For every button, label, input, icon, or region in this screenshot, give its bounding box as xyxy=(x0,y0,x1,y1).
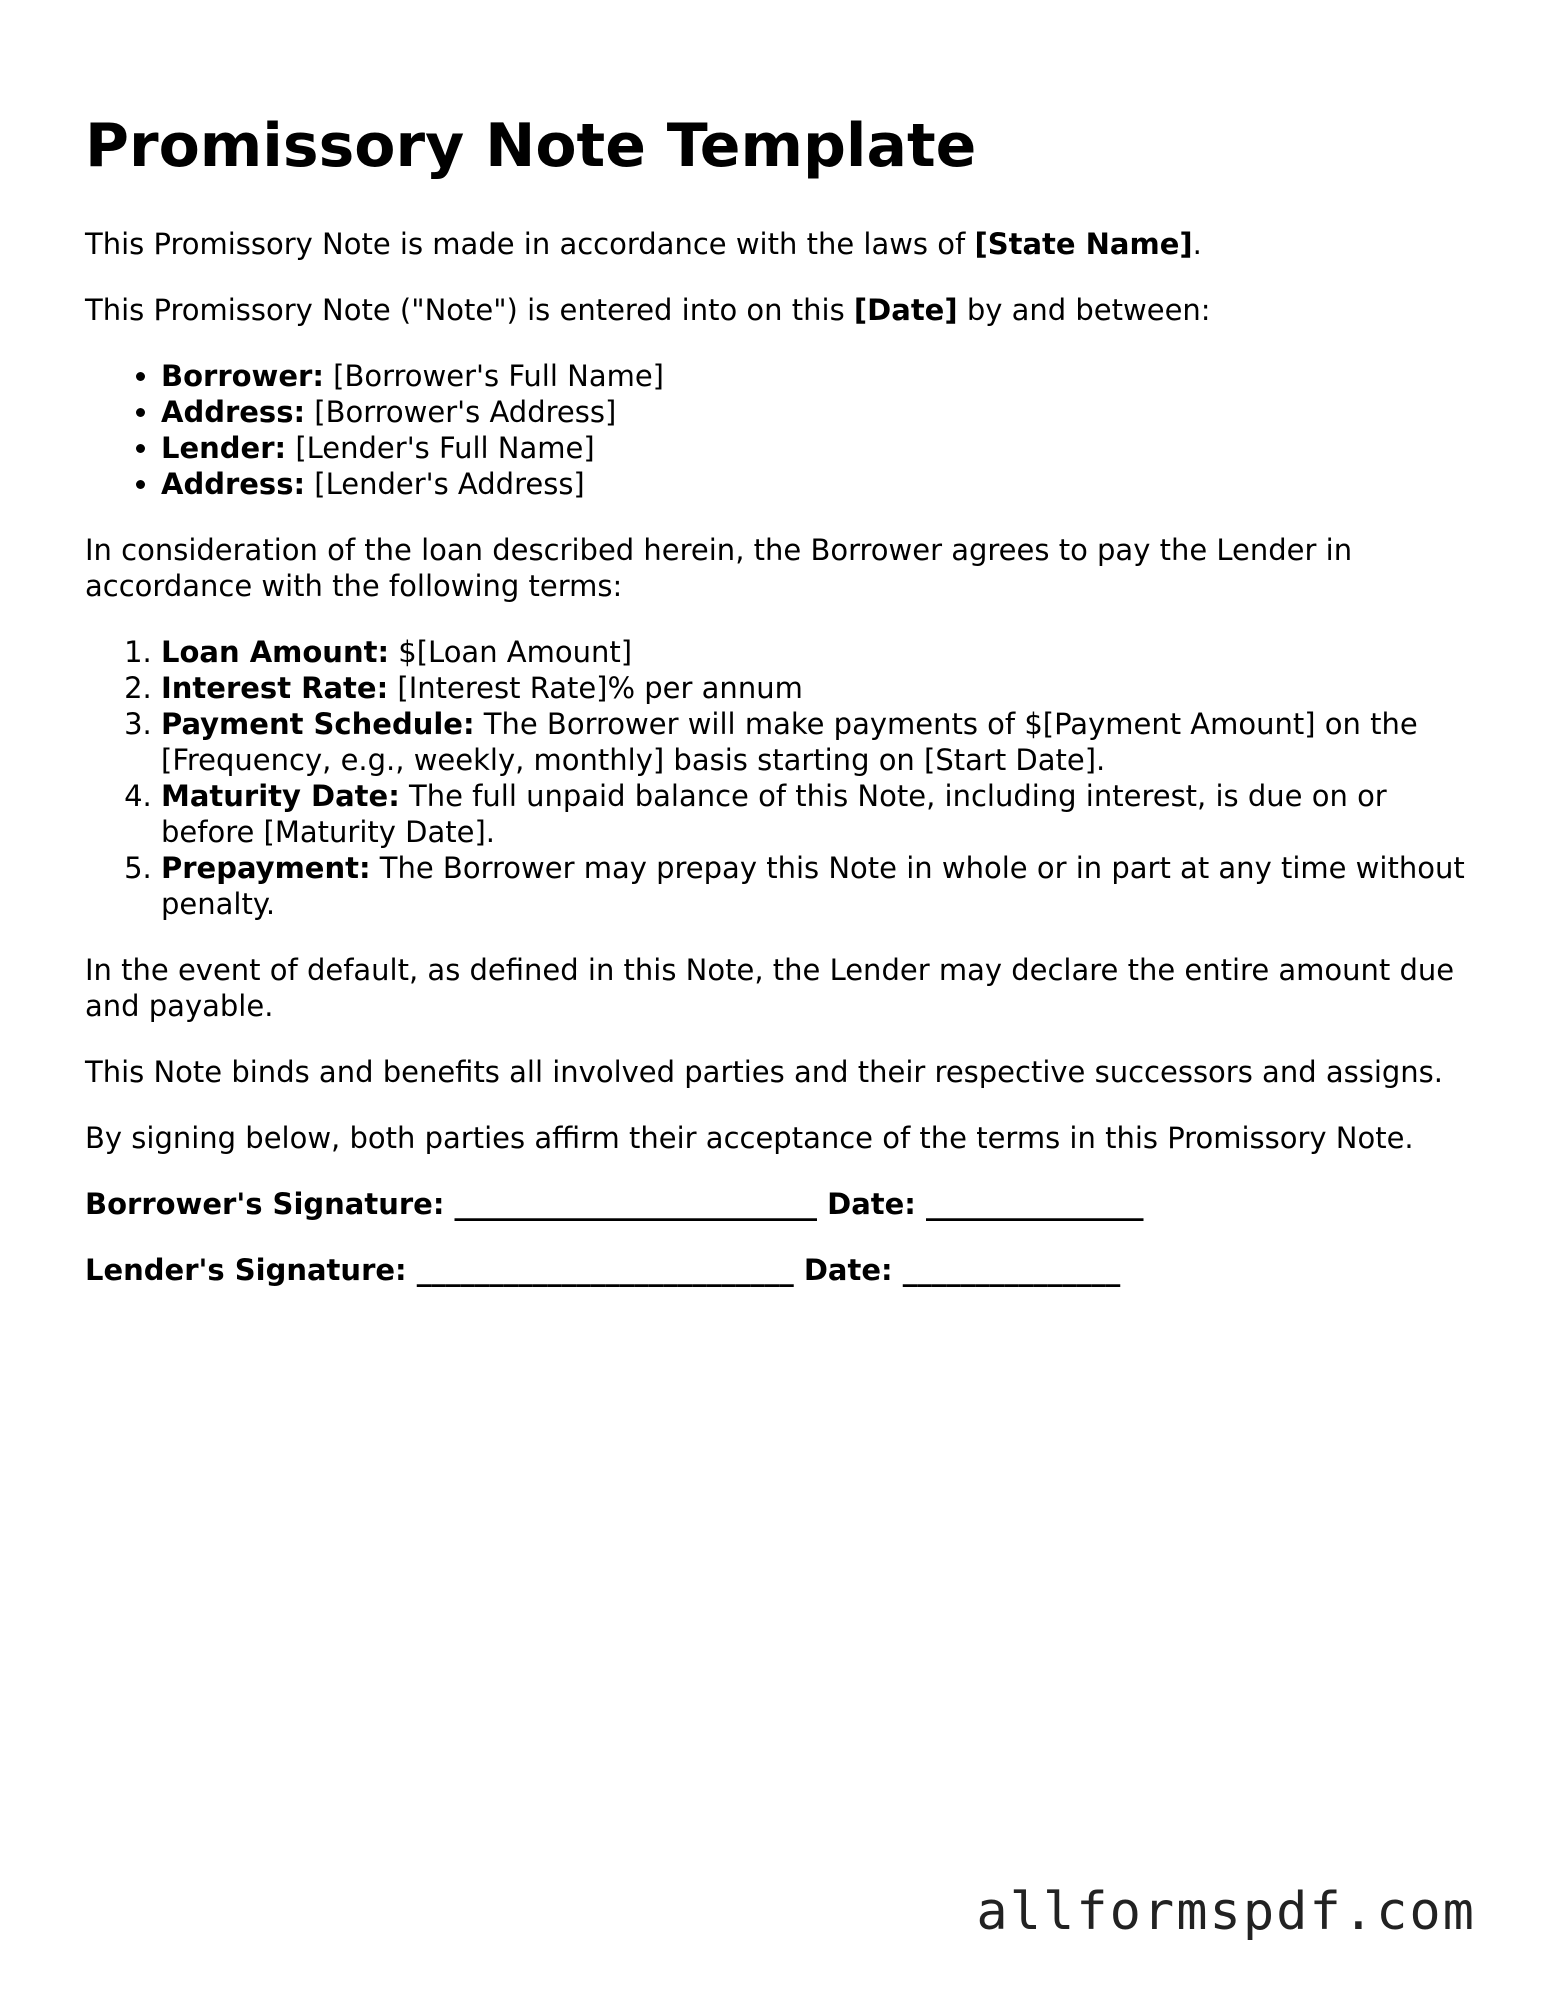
term-value: The full unpaid balance of this Note, including interest, is due on or before [Maturity Date]. xyxy=(161,779,1387,849)
document-page xyxy=(85,108,1465,1318)
terms-list xyxy=(85,634,1465,922)
entry-date-text: This Promissory Note ("Note") is entered into on this xyxy=(85,293,854,327)
list-item xyxy=(161,394,1465,430)
party-label: Borrower: xyxy=(161,359,324,393)
term-value: The Borrower may prepay this Note in whole or in part at any time without penalty. xyxy=(161,851,1465,921)
term-value: [Interest Rate]% per annum xyxy=(388,671,803,705)
binding-paragraph: This Note binds and benefits all involved parties and their respective successors and assigns. xyxy=(85,1055,1443,1089)
term-label: Maturity Date: xyxy=(161,779,400,813)
state-name-placeholder: [State Name] xyxy=(974,227,1193,261)
list-item xyxy=(161,466,1465,502)
document-title: Promissory Note Template xyxy=(85,111,977,181)
term-label: Payment Schedule: xyxy=(161,707,475,741)
party-value: [Borrower's Address] xyxy=(305,395,617,429)
list-item xyxy=(161,706,1465,778)
signing-paragraph: By signing below, both parties affirm their acceptance of the terms in this Promissory Note. xyxy=(85,1121,1414,1155)
list-item xyxy=(161,634,1465,670)
entry-date-end: by and between: xyxy=(957,293,1211,327)
party-label: Address: xyxy=(161,395,306,429)
default-paragraph: In the event of default, as defined in this Note, the Lender may declare the entire amount due and payable. xyxy=(85,953,1455,1023)
term-value: The Borrower will make payments of $[Payment Amount] on the [Frequency, e.g., weekly, monthly] basis starting on [Start Date]. xyxy=(161,707,1418,777)
governing-law-end: . xyxy=(1192,227,1202,261)
party-label: Lender: xyxy=(161,431,287,465)
site-watermark: allformspdf.com xyxy=(976,1882,1476,1942)
list-item xyxy=(161,358,1465,394)
party-value: [Lender's Address] xyxy=(305,467,585,501)
term-label: Prepayment: xyxy=(161,851,371,885)
governing-law-paragraph xyxy=(85,226,1465,262)
parties-list xyxy=(85,358,1465,502)
list-item xyxy=(161,670,1465,706)
term-label: Interest Rate: xyxy=(161,671,389,705)
governing-law-text: This Promissory Note is made in accordance with the laws of xyxy=(85,227,975,261)
lender-signature-line: Lender's Signature: __________________________ Date: _______________ xyxy=(85,1253,1121,1287)
term-label: Loan Amount: xyxy=(161,635,390,669)
party-value: [Lender's Full Name] xyxy=(286,431,595,465)
entry-date-paragraph xyxy=(85,292,1465,328)
consideration-paragraph: In consideration of the loan described herein, the Borrower agrees to pay the Lender in accordance with the following terms: xyxy=(85,533,1353,603)
term-value: $[Loan Amount] xyxy=(389,635,633,669)
date-placeholder: [Date] xyxy=(853,293,958,327)
party-label: Address: xyxy=(161,467,306,501)
list-item xyxy=(161,430,1465,466)
borrower-signature-line: Borrower's Signature: _________________________ Date: _______________ xyxy=(85,1187,1144,1221)
list-item xyxy=(161,850,1465,922)
party-value: [Borrower's Full Name] xyxy=(323,359,664,393)
list-item xyxy=(161,778,1465,850)
